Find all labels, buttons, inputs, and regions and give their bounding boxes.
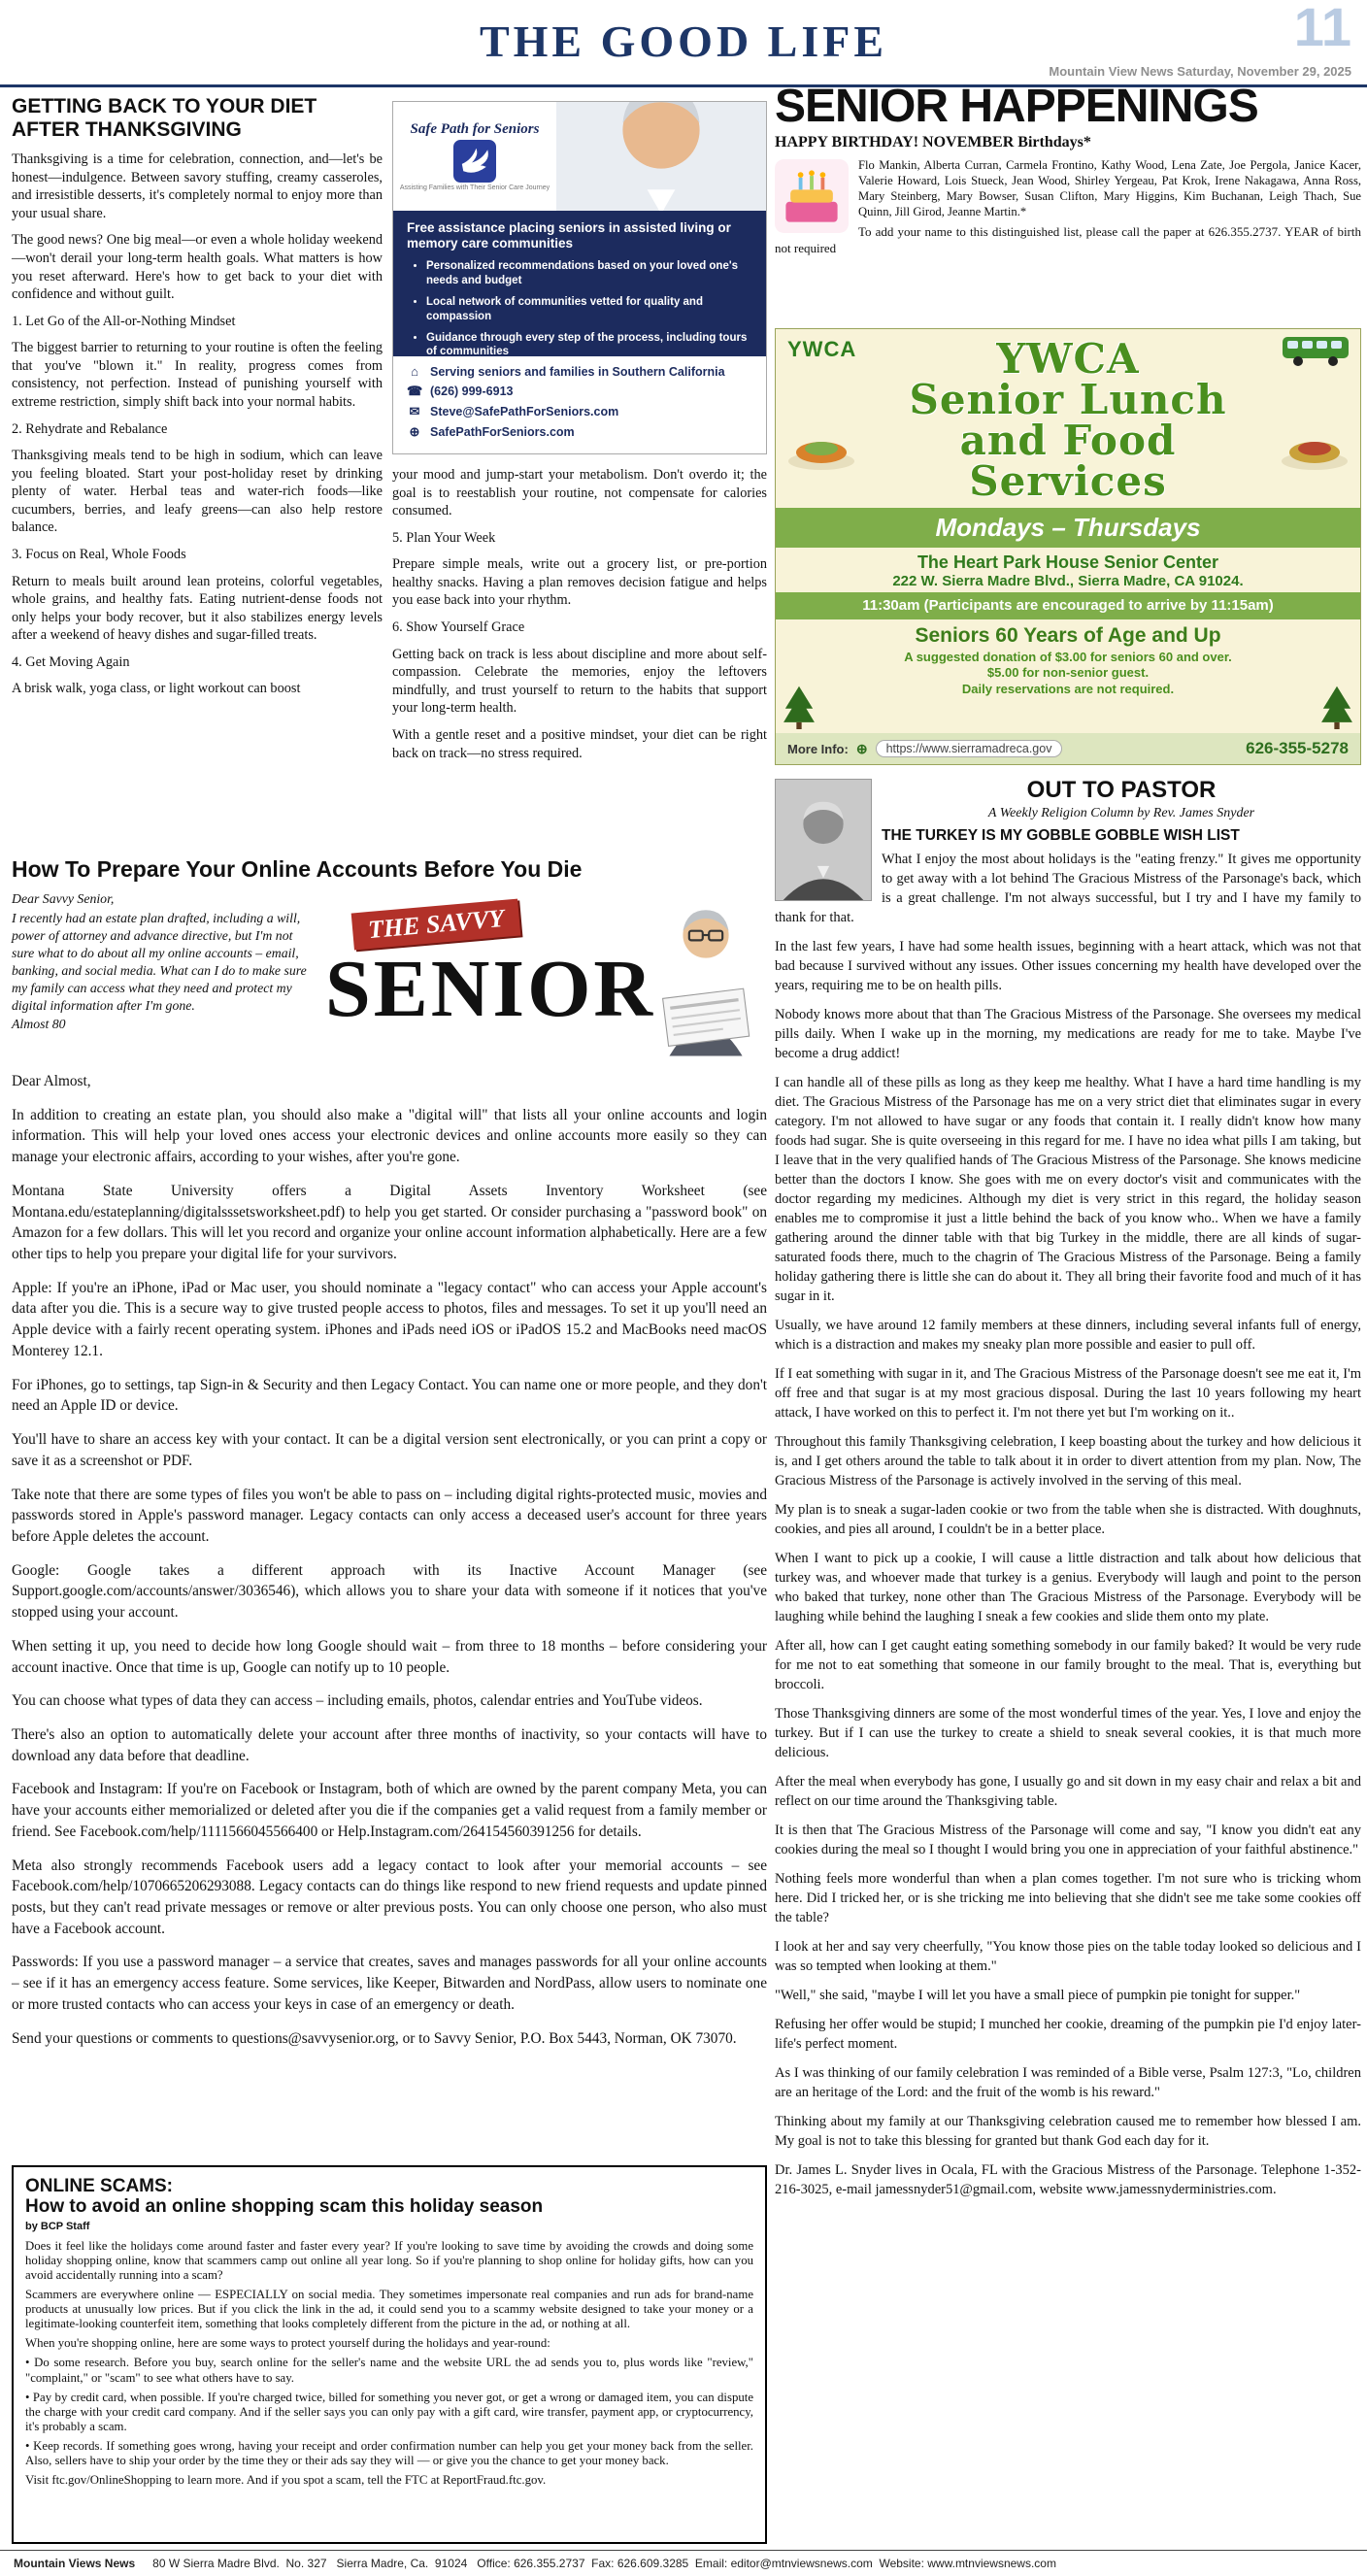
savvy-cartoon-man [649,896,763,1059]
safe-path-info-box [393,211,766,356]
savvy-logo-banner: THE SAVVY [351,899,521,951]
phone-number: (626) 999-6913 [430,385,514,398]
safe-path-bullets [407,259,752,358]
ywca-phone: 626-355-5278 [1246,739,1349,757]
phone-row [407,384,752,399]
pastor-paragraph: What I enjoy the most about holidays is the "eating frenzy." It gives me opportunity to get away with a lot behind The Gracious Mistress of the Parsonage's back, which is a great challenge. I'm not always successful, but I try and I have my family to thank for that. [775,852,1361,925]
birthday-cake-image [775,159,849,233]
ad-bullet: • Local network of communities vetted for quality and compassion [426,295,752,323]
pastor-portrait-graphic [776,780,871,900]
footer-contact-info: 80 W Sierra Madre Blvd. No. 327 Sierra Madre, Ca. 91024 Office: 626.355.2737 Fax: 626.609.3285 Email: editor@mtnviewsnews.com Website: www.mtnviewsnews.com [152,2557,1056,2570]
advisor-portrait-graphic [556,102,766,211]
pastor-headline: THE TURKEY IS MY GOBBLE GOBBLE WISH LIST [882,827,1240,844]
diet-paragraph: your mood and jump-start your metabolism. Don't overdo it; the goal is to reestablish your routine, not compensate for calories consumed. [392,467,767,519]
diet-paragraph: Thanksgiving is a time for celebration, connection, and—let's be honest—indulgence. Between savory stuffing, creamy casseroles, and irresistible desserts, it's completely normal to enjoy more than your usual share. [12,151,383,221]
dateline: Mountain View News Saturday, November 29, 2025 [1049,64,1351,79]
email-icon: ✉ [409,404,420,418]
pastor-paragraph: In the last few years, I have had some health issues, beginning with a heart attack, which was not that bad because I survived without any issues. Other issues concerning my health have developed over the years, requiring me to be on health pills. [775,939,1361,993]
savvy-paragraph: You'll have to share an access key with your contact. It can be a digital version sent electronically, or you can print a copy or save it as a screenshot or PDF. [12,1431,767,1469]
savvy-paragraph: Meta also strongly recommends Facebook users add a legacy contact to look after your memorial accounts – see Facebook.com/help/1070665206293088. Legacy contacts can do things like respond to new friend requests and update pinned posts, but they can't read private messages or remove or alter previous posts. You can only choose one person, who also must have a Facebook account. [12,1857,767,1937]
pastor-title: OUT TO PASTOR [1026,777,1217,803]
savvy-letter [12,890,308,1065]
ywca-eligibility: Seniors 60 Years of Age and Up [915,624,1221,647]
scams-byline: by BCP Staff [25,2220,90,2232]
diet-paragraph: 1. Let Go of the All-or-Nothing Mindset [12,313,236,329]
savvy-paragraph: There's also an option to automatically delete your account after three months of inactivity, so your contacts will have to download any data before that deadline. [12,1725,767,1764]
pastor-paragraph: Usually, we have around 12 family members at these dinners, including several infants full of energy, which is a distraction and makes my sneaky plan more possible and easier to pull off. [775,1318,1361,1353]
ywca-donations [776,650,1360,697]
masthead [0,0,1367,87]
savvy-letter-line: Almost 80 [12,1017,66,1032]
scams-paragraph: • Keep records. If something goes wrong, having your receipt and order confirmation number can help you get your money back from the seller. Also, sellers have to ship your order by the time they or their ads say they will — or give you the chance to get your money back. [25,2438,753,2467]
diet-article-col1 [12,151,383,698]
scams-paragraph: • Do some research. Before you buy, search online for the seller's name and the website URL the ad sends you to, plus words like "review," "complaint," or "scam" to see what others have to say. [25,2356,753,2385]
safe-path-tagline: Assisting Families with Their Senior Care Journey [399,184,550,191]
savvy-paragraph: You can choose what types of data they can access – including emails, photos, calendar entries and YouTube videos. [12,1692,703,1710]
page-number: 11 [1293,0,1351,57]
safe-path-logo [393,102,556,211]
footer-paper-name: Mountain Views News [14,2557,136,2570]
ywca-logo: YWCA [787,337,857,361]
diet-paragraph: Return to meals built around lean proteins, colorful vegetables, whole grains, and healthy fats. Eating nutrient-dense foods not only helps your body recover, but it also stabilizes energy levels after a weekend of heavy dishes and sugar-filled treats. [12,573,383,644]
pastor-paragraph: "Well," she said, "maybe I will let you have a small piece of pumpkin pie tonight for supper." [775,1988,1301,2003]
savvy-senior-article [12,856,767,2061]
tree-icon [1319,685,1354,729]
advisor-photo [556,102,766,211]
ywca-time: 11:30am (Participants are encouraged to arrive by 11:15am) [776,592,1360,619]
out-to-pastor-column [775,775,1361,2566]
ywca-title-line: and Food [959,417,1177,464]
safe-path-heading: Free assistance placing seniors in assisted living or memory care communities [407,220,731,251]
email-address: Steve@SafePathForSeniors.com [430,405,619,418]
senior-happenings [775,81,1361,257]
scams-paragraph: • Pay by credit card, when possible. If you're charged twice, billed for something you never got, or get a wrong or damaged item, you can dispute the charge with your credit card company. And if the seller says you can only pay with a gift card, wire transfer, payment app, or cryptocurrency, it's probably a scam. [25,2390,753,2433]
diet-paragraph: 3. Focus on Real, Whole Foods [12,547,186,563]
savvy-letter-line: I recently had an estate plan drafted, including a will, power of attorney and advance directive, but I'm not sure what to do about all my online accounts – email, banking, and social media. What can I do to make sure my family can access what they need and protect my digital information after I'm gone. [12,910,307,1013]
scams-paragraph: When you're shopping online, here are some ways to protect yourself during the holidays and year-round: [25,2336,550,2351]
pastor-paragraph: Nobody knows more about that than The Gracious Mistress of the Parsonage. She oversees my medical pills daily. When I wake up in the morning, my medications are ready for me to take. Maybe I've become a drug addict! [775,1007,1361,1061]
savvy-paragraph: Google: Google takes a different approach with its Inactive Account Manager (see Support.google.com/accounts/answer/3036546), which allows you to share your data with someone if it notices that you've stopped using your account. [12,1561,767,1622]
diet-paragraph: Prepare simple meals, write out a grocery list, or pre-portion healthy snacks. Having a plan removes decision fatigue and helps you ease back into your rhythm. [392,556,767,609]
scams-title: ONLINE SCAMS: [25,2176,173,2196]
pastor-paragraph: Nothing feels more wonderful than when a plan comes together. I'm not sure who is tricking whom here. Did I tricked her, or is she tricking me into believing that she didn't see me take some cookies off the table? [775,1871,1361,1925]
pastor-paragraph: Dr. James L. Snyder lives in Ocala, FL with the Gracious Mistress of the Parsonage. Telephone 1-352-216-3025, e-mail jamessnyder51@gmail.com, website www.jamessnyderministries.com. [775,2162,1361,2197]
diet-paragraph: Thanksgiving meals tend to be high in sodium, which can leave you feeling bloated. Start your post-holiday reset by drinking plenty of water. Herbal teas and water-rich foods—like cucumbers, berries, and leafy greens—can also help restore balance. [12,448,383,536]
diet-paragraph: Getting back on track is less about discipline and more about self-compassion. Celebrate the memories, enjoy the leftovers mindfully, and trust yourself to return to the habits that support your long-term health. [392,646,767,717]
pastor-paragraph: After all, how can I get caught eating something somebody in our family baked? It would be very rude for me not to eat something that someone in our family brought to the meal. That is, everything but broccoli. [775,1638,1361,1692]
savvy-paragraph: When setting it up, you need to decide how long Google should wait – from three to 18 months – before considering your account inactive. Once that time is up, Google can notify up to 10 people. [12,1637,767,1676]
pastor-paragraph: When I want to pick up a cookie, I will cause a little distraction and talk about how delicious that turkey was, and whoever made that turkey is a genius. Everybody will laugh and point to the person who baked that turkey, none other than The Gracious Mistress of the Parsonage. Everybody will be laughing while behind the laughing I sneak a few cookies and slide them onto my plate. [775,1551,1361,1624]
savvy-paragraph: Montana State University offers a Digital Assets Inventory Worksheet (see Montana.edu/estateplanning/digitalsssetsworksheet.pdf) to help you get started. Or consider purchasing a "password book" on Amazon for a few dollars. This will let you record and organize your online account information alphabetically. Here are a few other tips to help you prepare your digital life for your survivors. [12,1182,767,1263]
ywca-title-line: Senior Lunch [909,376,1227,423]
pastor-paragraph: I look at her and say very cheerfully, "You know those pies on the table today looked so delicious and I was so tempted when looking at them." [775,1939,1361,1974]
diet-article [12,95,383,707]
ywca-title-line: Services [969,457,1167,505]
savvy-senior-logo [325,890,767,1065]
pastor-paragraph: It is then that The Gracious Mistress of the Parsonage will come and say, "I know you didn't eat any cookies during the meal so I thought I would bring you one in appreciation of your faithful abstinence." [775,1823,1361,1857]
savvy-title: How To Prepare Your Online Accounts Before You Die [12,856,583,882]
savvy-paragraph: Facebook and Instagram: If you're on Facebook or Instagram, both of which are owned by the parent company Meta, you can have your accounts either memorialized or deleted after you die if the companies get a valid request from a family member or friend. See Facebook.com/help/1111566045566400 or Help.Instagram.com/264154560391256 for details. [12,1781,767,1840]
birthday-names: Flo Mankin, Alberta Curran, Carmela Frontino, Kathy Wood, Lena Zate, Joe Pergola, Janice Kacer, Valerie Howard, Lois Stueck, Jean Wood, Shirley Yergeau, Pat Krok, Irene Nakagawa, Anna Ross, Mary Steinberg, Mary Bowser, Susan Clifton, Mary Higgins, Kim Buchanan, Leigh Thach, Sue Quinn, Jill Girod, Jeanne Martin.* [858,158,1361,219]
website-url: SafePathForSeniors.com [430,425,575,439]
diet-paragraph: A brisk walk, yoga class, or light workout can boost [12,681,301,697]
ywca-title-line: YWCA [996,335,1140,383]
online-scams-box [12,2165,767,2544]
ywca-donation-line: Daily reservations are not required. [961,681,1175,696]
diet-paragraph: The good news? One big meal—or even a whole holiday weekend—won't derail your long-term health goals. What matters is how you reset afterward. Here's how to get back to your diet with confidence and without guilt. [12,232,383,303]
safe-path-logo-text: Safe Path for Seniors [410,121,540,137]
birthday-block [775,157,1361,257]
birthday-cake-graphic [775,159,849,233]
pastor-paragraph: Throughout this family Thanksgiving celebration, I keep boasting about the turkey and how delicious it is, and I get others around the table to talk about it in order to divert attention from my plan. Now, The Gracious Mistress of the Parsonage is actively involved in the serving of this meal. [775,1434,1361,1489]
ywca-website: https://www.sierramadreca.gov [876,740,1063,757]
savvy-letter-line: Dear Savvy Senior, [12,891,115,906]
savvy-paragraph: For iPhones, go to settings, tap Sign-in & Security and then Legacy Contact. You can name one or more people, and they don't need an Apple ID or device. [12,1376,767,1415]
scams-body [25,2239,753,2488]
pastor-paragraph: I can handle all of these pills as long as they keep me healthy. What I have a hard time handling is my diet. The Gracious Mistress of the Parsonage has me on a very strict diet that eliminates sugar in every category. I'm not allowed to have sugar or any foods that contain it. I really didn't know how many foods had sugar. She is quite overseeing in this regard for me. I have no idea what pills I am taking, but I leave that in the very qualified hands of The Gracious Mistress of the Parsonage. She knows medicine better than the doctors I know. She goes with me on every doctor's visit and communicates with the doctor regarding my medicines. Although my diet is very strict in this regard, the holiday season enables me to compromise it just a little behind the back of you know who.. When we have a family gathering around the dinner table with that big Turkey in the middle, there are all kinds of sugar-saturated foods there, much to the chagrin of The Gracious Mistress of the Parsonage. Being a family holiday gathering there is little she can do about it. They all bring their favorite food and much of it has sugar in it. [775,1075,1361,1304]
website-row [407,424,752,440]
ywca-ad [775,328,1361,765]
tree-icon [782,685,817,729]
diet-paragraph: With a gentle reset and a positive mindset, your diet can be right back on track—no stress required. [392,726,767,761]
savvy-body [12,1071,767,2049]
ywca-location-address: 222 W. Sierra Madre Blvd., Sierra Madre, CA 91024. [892,573,1244,589]
savvy-paragraph: Passwords: If you use a password manager – a service that creates, saves and manages passwords for all your online accounts – see if it has an emergency access feature. Some services, like Keeper, Bitwarden and NordPass, allow users to nominate one or more trusted contacts who can access your keys in case of an emergency or death. [12,1954,767,2013]
birthday-note: To add your name to this distinguished list, please call the paper at 626.355.2737. YEAR of birth not required [775,224,1361,256]
pastor-paragraph: My plan is to sneak a sugar-laden cookie or two from the table when she is distracted. With doughnuts, cookies, and pies all around, I couldn't be in a better place. [775,1502,1361,1537]
pastor-body [775,850,1361,2199]
diet-paragraph: The biggest barrier to returning to your routine is often the feeling that you've "blown it." In reality, progress comes from consistency, not perfection. Instead of punishing yourself with extreme restriction, simply shift back into your normal habits. [12,340,383,410]
ywca-donation-line: $5.00 for non-senior guest. [986,665,1150,681]
phone-icon: ☎ [407,384,423,398]
ad-bullet: • Guidance through every step of the process, including tours of communities [426,331,752,359]
building-icon: ⌂ [411,364,418,379]
savvy-paragraph: Take note that there are some types of files you won't be able to pass on – including digital rights-protected music, movies and passwords stored in Apple's password manager. Legacy contacts can only access a deceased user's account for three years before Apple deletes the account. [12,1486,767,1545]
diet-paragraph: 6. Show Yourself Grace [392,619,525,636]
diet-paragraph: 4. Get Moving Again [12,653,130,670]
scams-paragraph: Does it feel like the holidays come around faster and faster every year? If you're looking to save time by avoiding the crowds and doing some holiday shopping online, know that scammers camp out online all year long. So if you're planning to shop online for holiday gifts, how can you avoid accidentally running into a scam? [25,2238,753,2282]
pastor-paragraph: Thinking about my family at our Thanksgiving celebration caused me to remember how blessed I am. My goal is not to take this blessing for granted but thank God each day for it. [775,2114,1361,2149]
birthday-subtitle: HAPPY BIRTHDAY! NOVEMBER Birthdays* [775,134,1091,151]
pastor-subtitle: A Weekly Religion Column by Rev. James Snyder [987,806,1255,820]
senior-happenings-title: SENIOR HAPPENINGS [775,81,1258,132]
savvy-paragraph: Apple: If you're an iPhone, iPad or Mac user, you should nominate a "legacy contact" who can access your Apple account's data after you die. This is a secure way to give trusted people access to photos, files and messages. To set it up you'll need an Apple device with a fairly recent operating system. iPhones and iPads need iOS or iPadOS 15.2 and MacBooks need macOS Monterey 12.1. [12,1279,767,1359]
page-footer [0,2550,1367,2576]
more-info-label: More Info: [787,741,849,756]
savvy-logo-word: SENIOR [325,944,656,1034]
diet-article-title: GETTING BACK TO YOUR DIET AFTER THANKSGIVING [12,95,317,141]
pastor-paragraph: After the meal when everybody has gone, I usually go and sit down in my easy chair and relax a bit and reflect on our time around the Thanksgiving table. [775,1774,1361,1809]
diet-paragraph: 2. Rehydrate and Rebalance [12,420,168,437]
serving-row [407,364,752,379]
savvy-paragraph: Dear Almost, [12,1073,91,1089]
diet-paragraph: 5. Plan Your Week [392,529,496,546]
ywca-donation-line: A suggested donation of $3.00 for seniors 60 and over. [904,650,1232,664]
serving-text: Serving seniors and families in Southern California [430,364,725,379]
savvy-paragraph: Send your questions or comments to questions@savvysenior.org, or to Savvy Senior, P.O. Box 5443, Norman, OK 73070. [12,2029,737,2047]
ywca-days: Mondays – Thursdays [776,508,1360,548]
safe-path-contact [393,356,766,452]
globe-icon: ⊕ [855,740,868,756]
savvy-intro-row [12,890,767,1065]
ywca-location [776,548,1360,592]
ywca-ad-title [776,335,1360,505]
pastor-paragraph: Refusing her offer would be stupid; I munched her cookie, dreaming of the pumpkin pie I'd enjoy later-life's perfect moment. [775,2017,1361,2052]
scams-paragraph: Scammers are everywhere online — ESPECIALLY on social media. They sometimes impersonate real companies and run ads for brand-name products at unusually low prices. But if you click the link in the ad, it could send you to a scammy website designed to take your money or a legitimate-looking counterfeit item, something that looks completely different from the picture in the ad, or nothing at all. [25,2288,753,2331]
email-row [407,404,752,419]
scams-subtitle: How to avoid an online shopping scam this holiday season [25,2195,544,2217]
pastor-paragraph: As I was thinking of our family celebration I was reminded of a Bible verse, Psalm 127:3, "Lo, children are an heritage of the Lord: and the fruit of the womb is his reward." [775,2065,1361,2100]
safe-path-swoosh-icon [453,140,496,183]
pastor-photo [775,779,872,901]
pastor-paragraph: If I eat something with sugar in it, and The Gracious Mistress of the Parsonage doesn't see me eat it, I'm off free and that sugar is at my most gracious disposal. During the last 10 years following my heart attack, I have worked on this to perfect it. I'm not there yet but I'm working on it.. [775,1366,1361,1421]
ad-bullet: • Personalized recommendations based on your loved one's needs and budget [426,259,752,287]
scams-paragraph: Visit ftc.gov/OnlineShopping to learn more. And if you spot a scam, tell the FTC at ReportFraud.ftc.gov. [25,2473,547,2488]
savvy-paragraph: In addition to creating an estate plan, you should also make a "digital will" that lists all your online accounts and login information. This will help your loved ones access your electronic devices and online accounts more easily so they can manage your electronic affairs, according to your wishes, after you're gone. [12,1106,767,1166]
diet-article-col2 [392,466,767,771]
ywca-location-name: The Heart Park House Senior Center [917,552,1219,572]
safe-path-ad [392,101,767,454]
globe-icon: ⊕ [409,424,420,439]
page-title: THE GOOD LIFE [479,17,888,66]
safe-path-ad-header [393,102,766,211]
ywca-info-bar [776,733,1360,764]
pastor-paragraph: Those Thanksgiving dinners are some of the most wonderful times of the year. Yes, I love and enjoy the turkey. But if I can use the turkey to create a shield to sneak several cookies, it is that much more delicious. [775,1706,1361,1760]
